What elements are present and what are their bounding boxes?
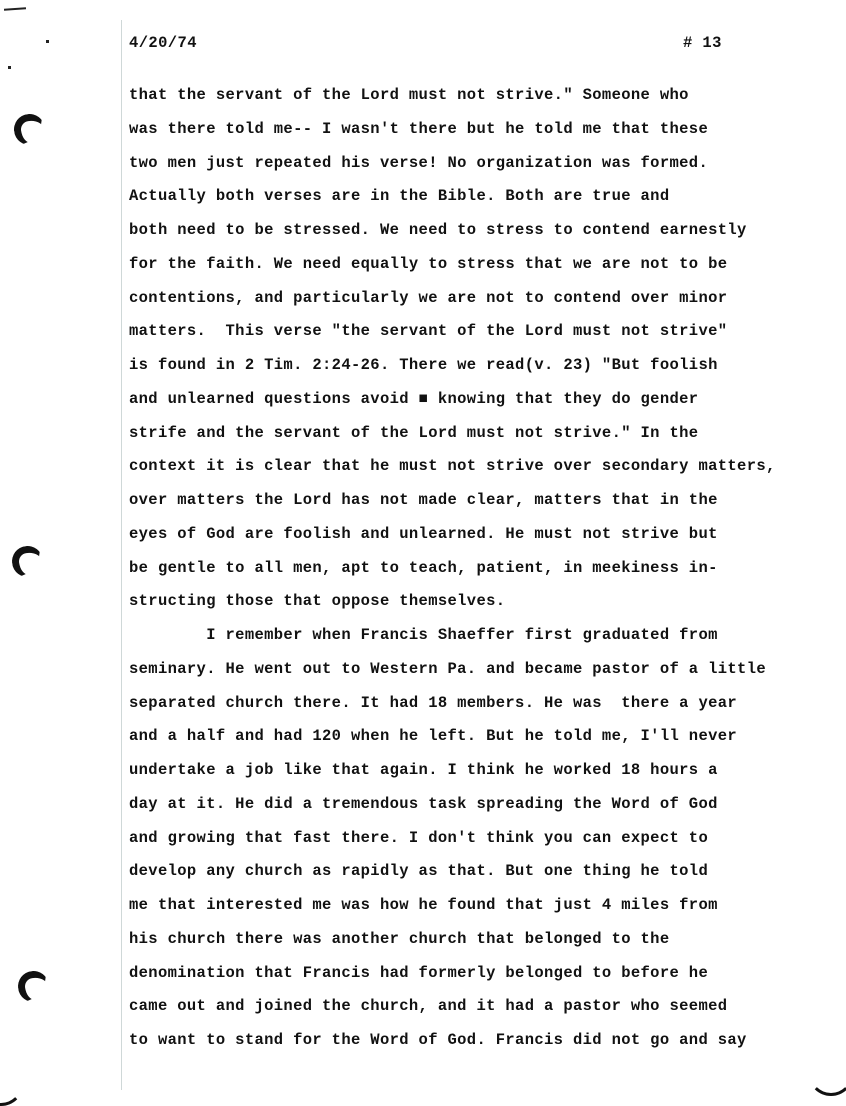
text-line: structing those that oppose themselves. [129, 592, 506, 611]
text-line: and growing that fast there. I don't think you can expect to [129, 828, 709, 847]
typed-text-body [129, 84, 829, 1063]
text-line: undertake a job like that again. I think he worked 18 hours a [129, 761, 718, 779]
text-line: I remember when Francis Shaeffer first graduated from [129, 626, 718, 644]
text-line: both need to be stressed. We need to stress to contend earnestly [129, 221, 747, 239]
text-line: day at it. He did a tremendous task spreading the Word of God [129, 794, 718, 813]
text-line: is found in 2 Tim. 2:24-26. There we read(v. 23) "But foolish [129, 356, 718, 374]
text-line: me that interested me was how he found that just 4 miles from [129, 896, 718, 914]
text-line: two men just repeated his verse! No organization was formed. [129, 153, 709, 172]
text-line: for the faith. We need equally to stress that we are not to be [129, 254, 728, 273]
text-line: his church there was another church that belonged to the [129, 929, 670, 948]
punch-hole-mark [16, 969, 51, 1004]
scan-mark [8, 66, 11, 69]
scan-mark [4, 7, 26, 11]
text-line: develop any church as rapidly as that. But one thing he told [129, 862, 709, 881]
text-line: was there told me-- I wasn't there but he told me that these [129, 119, 709, 138]
punch-hole-mark [10, 544, 45, 579]
text-line: denomination that Francis had formerly belonged to before he [129, 963, 709, 982]
text-line: matters. This verse "the servant of the Lord must not strive" [129, 322, 728, 341]
scan-mark [46, 40, 49, 43]
text-line: and unlearned questions avoid ■ knowing that they do gender [129, 389, 699, 408]
text-line: seminary. He went out to Western Pa. and became pastor of a little [129, 659, 766, 678]
text-line: be gentle to all men, apt to teach, patient, in meekiness in- [129, 558, 718, 577]
text-line: eyes of God are foolish and unlearned. He must not strive but [129, 524, 718, 543]
text-line: to want to stand for the Word of God. Francis did not go and say [129, 1031, 747, 1049]
punch-hole-mark [12, 112, 47, 147]
text-line: contentions, and particularly we are not to contend over minor [129, 288, 728, 307]
page-edge-curve [0, 1060, 24, 1106]
text-line: Actually both verses are in the Bible. Both are true and [129, 187, 670, 206]
text-line: separated church there. It had 18 members. He was there a year [129, 693, 738, 712]
text-line: came out and joined the church, and it had a pastor who seemed [129, 997, 728, 1016]
text-line: context it is clear that he must not strive over secondary matters, [129, 457, 776, 476]
document-date: 4/20/74 [129, 34, 197, 52]
page-number: # 13 [683, 34, 722, 52]
margin-rule [121, 20, 122, 1090]
text-line: that the servant of the Lord must not strive." Someone who [129, 86, 689, 104]
text-line: strife and the servant of the Lord must not strive." In the [129, 423, 699, 442]
text-line: and a half and had 120 when he left. But he told me, I'll never [129, 727, 738, 746]
text-line: over matters the Lord has not made clear, matters that in the [129, 491, 718, 509]
